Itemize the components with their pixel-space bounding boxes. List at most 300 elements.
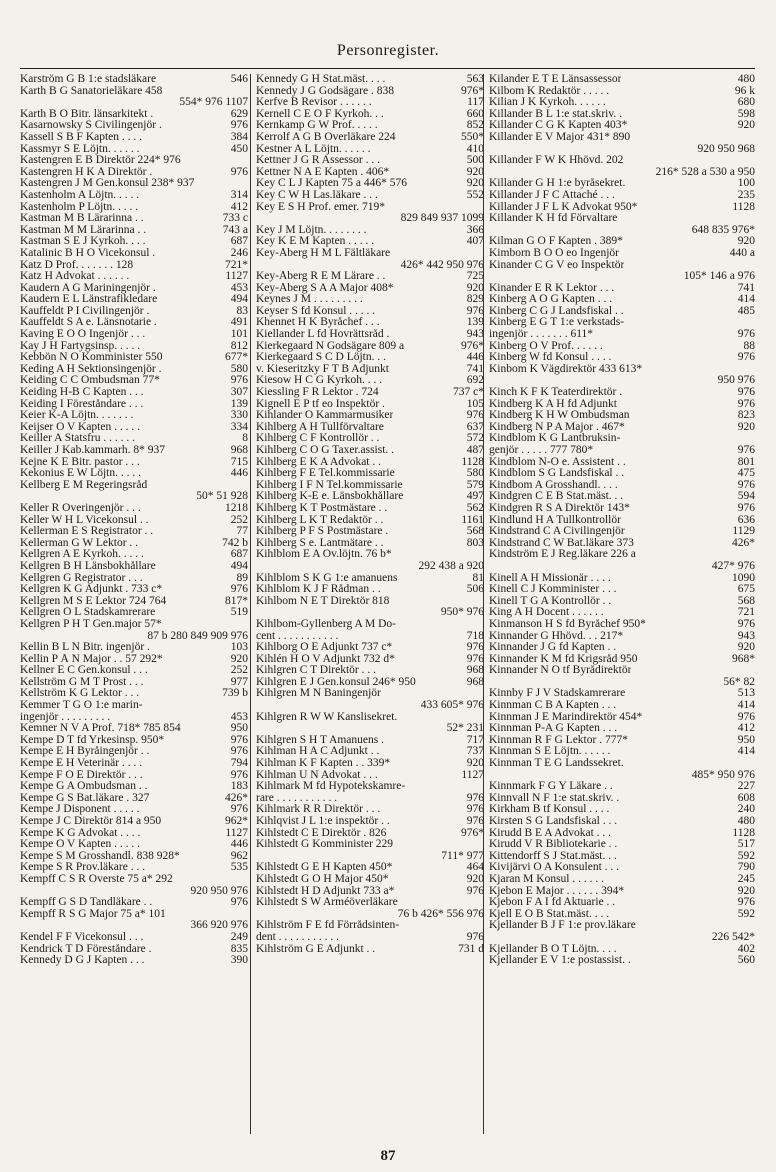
entry-continuation: 366 920 976: [190, 919, 248, 932]
entry-name: Key K E M Kapten . . . . .: [256, 236, 375, 248]
entry-name: Kinnman R F G Lektor . 777*: [489, 734, 628, 746]
index-entry: [489, 584, 755, 596]
entry-page-ref: 677*: [225, 351, 248, 364]
entry-page-ref: 307: [230, 386, 248, 399]
index-entry: [20, 213, 248, 225]
entry-page-ref: [244, 700, 248, 712]
entry-page-ref: 718: [466, 629, 484, 642]
entry-name: Kempff R S G Major 75 a* 101: [20, 908, 166, 920]
entry-name: Kihlberg S e. Lantmätare . .: [256, 537, 384, 549]
entry-name: Kihlgren M N Baningenjör: [256, 688, 381, 700]
entry-page-ref: 497: [466, 490, 484, 503]
entry-name: King A H Docent . . . . . .: [489, 607, 604, 619]
entry-name: Kihlgren C T Direktör . . .: [256, 665, 376, 677]
index-entry: [489, 329, 755, 341]
index-entry: [20, 167, 248, 179]
entry-name: Kaudern E L Länstrafikledare: [20, 294, 158, 306]
index-entry: [256, 422, 484, 434]
entry-page-ref: 976: [737, 710, 755, 723]
entry-page-ref: 968: [466, 675, 484, 688]
entry-page-ref: 976*: [461, 84, 484, 97]
index-entry: [489, 457, 755, 469]
index-entry: [256, 225, 484, 237]
index-entry: [489, 294, 755, 306]
index-entry: [489, 202, 755, 214]
entry-page-ref: 739 b: [222, 687, 248, 700]
entry-page-ref: 976: [230, 374, 248, 387]
entry-name: Kihlström G E Adjunkt . .: [256, 943, 376, 955]
index-entry: [256, 399, 484, 411]
entry-page-ref: 976: [737, 328, 755, 341]
entry-name: Kiellander L fd Hovrättsråd .: [256, 329, 390, 341]
index-entry: [489, 248, 755, 260]
entry-name: Kinnman P-A G Kapten . . .: [489, 723, 618, 735]
entry-name: v. Kieseritzky F T B Adjunkt: [256, 363, 389, 375]
entry-page-ref: 314: [230, 188, 248, 201]
entry-page-ref: 950: [230, 722, 248, 735]
index-entry: [256, 816, 484, 828]
index-entry: [256, 271, 484, 283]
entry-page-ref: [751, 155, 755, 167]
entry-name: Kirkham B tf Konsul . . . .: [489, 804, 610, 816]
entry-page-ref: 920: [737, 119, 755, 132]
entry-page-ref: [244, 155, 248, 167]
entry-page-ref: 560: [737, 954, 755, 967]
entry-name: Kihlman H A C Adjunkt . .: [256, 746, 380, 758]
entry-name: Kindstrand C A Civilingenjör: [489, 526, 625, 538]
entry-page-ref: 414: [737, 293, 755, 306]
index-entry: [489, 352, 755, 364]
index-entry: [20, 515, 248, 527]
entry-page-ref: 737: [466, 745, 484, 758]
index-entry: [256, 410, 484, 422]
index-entry: [20, 828, 248, 840]
entry-page-ref: [751, 213, 755, 225]
index-entry: [489, 74, 755, 86]
entry-page-ref: 976: [230, 768, 248, 781]
entry-name: Kellner E C Gen.konsul . . .: [20, 665, 148, 677]
entry-name: Kempff G S D Tandläkare . .: [20, 897, 153, 909]
index-column-1: [20, 74, 248, 1136]
index-entry: [489, 468, 755, 480]
entry-page-ref: 920: [737, 641, 755, 654]
entry-name: dent . . . . . . . . . . .: [256, 931, 340, 943]
entry-name: Kihlberg L K T Redaktör . .: [256, 514, 384, 526]
index-entry: [20, 851, 248, 863]
index-entry: [489, 619, 755, 631]
entry-name: Kilander E T E Länsassessor: [489, 74, 622, 85]
entry-continuation: 105* 146 a 976: [683, 270, 755, 283]
entry-page-ref: 446: [230, 838, 248, 851]
entry-name: Key C W H Las.läkare . . .: [256, 189, 378, 201]
index-entry: [20, 283, 248, 295]
index-entry: [20, 132, 248, 144]
entry-page-ref: 227: [737, 780, 755, 793]
entry-name: Kaving E O O Ingenjör . . .: [20, 329, 146, 341]
entry-name: Key-Åberg S A A Major 408*: [256, 282, 394, 294]
index-entry: [256, 178, 484, 190]
index-entry: [256, 364, 484, 376]
entry-page-ref: 976*: [461, 339, 484, 352]
index-entry: [256, 515, 484, 527]
index-entry: [20, 862, 248, 874]
entry-page-ref: 721*: [225, 258, 248, 271]
entry-page-ref: 414: [737, 745, 755, 758]
entry-name: Kindbom A Grosshandl. . . .: [489, 479, 618, 491]
entry-page-ref: 637: [466, 420, 484, 433]
index-entry: [256, 86, 484, 98]
entry-name: Kindblom N-O e. Assistent . .: [489, 456, 626, 468]
entry-name: Kihlmark M fd Hypotekskamre-: [256, 781, 406, 793]
entry-page-ref: [751, 132, 755, 144]
entry-name: Kjebon E Major . . . . . . 394*: [489, 885, 625, 897]
entry-page-ref: 491: [230, 316, 248, 329]
entry-page-ref: 96 k: [734, 84, 755, 97]
entry-name: Keynes J M . . . . . . . . .: [256, 294, 363, 306]
entry-name: Kendrick T D Föreståndare .: [20, 943, 152, 955]
index-entry: [489, 236, 755, 248]
entry-page-ref: 721: [737, 606, 755, 619]
index-entry: [20, 294, 248, 306]
entry-page-ref: 950: [737, 733, 755, 746]
entry-name: Kittendorff S J Stat.mäst. . .: [489, 850, 617, 862]
index-entry: [489, 712, 755, 724]
index-entry: [489, 387, 755, 399]
entry-name: Key C L J Kapten 75 a 446* 576: [256, 178, 407, 190]
index-entry: [256, 573, 484, 585]
entry-page-ref: 139: [230, 397, 248, 410]
index-entry: [489, 86, 755, 98]
index-entry: [489, 897, 755, 909]
index-entry: [489, 480, 755, 492]
entry-name: Kinander E R K Lektor . . .: [489, 282, 615, 294]
entry-name: Kempe S M Grosshandl. 838 928*: [20, 850, 180, 862]
entry-name: Kebbön N O Komminister 550: [20, 352, 163, 364]
entry-continuation: 711* 977: [441, 849, 484, 862]
index-entry: [489, 816, 755, 828]
entry-page-ref: 976: [737, 397, 755, 410]
entry-name: Kilbom K Redaktör . . . . .: [489, 85, 610, 97]
index-entry: [20, 654, 248, 666]
index-entry: [256, 944, 484, 956]
entry-continuation: 216* 528 a 530 a 950: [655, 165, 755, 178]
entry-name: Key E S H Prof. emer. 719*: [256, 201, 386, 213]
index-entry: [20, 260, 248, 272]
entry-page-ref: 1128: [732, 200, 755, 213]
index-entry: [20, 109, 248, 121]
entry-name: Kellberg E M Regeringsråd: [20, 479, 148, 491]
index-entry: [20, 596, 248, 608]
entry-continuation: 427* 976: [711, 559, 755, 572]
entry-page-ref: 440 a: [729, 246, 755, 259]
index-entry: [20, 202, 248, 214]
entry-page-ref: 976: [737, 896, 755, 909]
entry-name: Kempe J Disponent . . . . .: [20, 804, 140, 816]
entry-page-ref: 563: [466, 74, 484, 85]
entry-name: Kastengren H K A Direktör .: [20, 166, 153, 178]
entry-name: Kiesow H C G Kyrkoh. . . .: [256, 375, 383, 387]
entry-name: Keier K-A Löjtn. . . . . . .: [20, 410, 134, 422]
entry-page-ref: 976: [466, 930, 484, 943]
index-entry: [256, 387, 484, 399]
entry-page-ref: 519: [230, 606, 248, 619]
index-entry: [256, 538, 484, 550]
entry-page-ref: 579: [466, 478, 484, 491]
index-entry: [256, 236, 484, 248]
entry-name: Kinnvall N F 1:e stat.skriv. .: [489, 792, 620, 804]
entry-page-ref: 976: [466, 304, 484, 317]
entry-name: Kinnman J E Marindirektör 454*: [489, 711, 643, 723]
entry-page-ref: 976: [466, 652, 484, 665]
entry-name: Kihlberg K T Postmästare . .: [256, 502, 388, 514]
entry-name: Kierkegaard N Godsägare 809 a: [256, 340, 405, 352]
index-entry: [20, 155, 248, 167]
entry-page-ref: 464: [466, 861, 484, 874]
index-entry: [489, 804, 755, 816]
entry-name: Kay J H Fartygsinsp. . . . .: [20, 340, 141, 352]
entry-page-ref: 1090: [732, 571, 755, 584]
index-entry: [256, 862, 484, 874]
index-entry: [489, 665, 755, 677]
entry-page-ref: 235: [737, 188, 755, 201]
entry-page-ref: 426*: [225, 791, 248, 804]
index-entry: [20, 816, 248, 828]
entry-page-ref: 829: [466, 293, 484, 306]
entry-page-ref: 660: [466, 107, 484, 120]
entry-name: Kellgren K G Adjunkt . 733 c*: [20, 584, 163, 596]
entry-page-ref: 794: [230, 757, 248, 770]
entry-name: Kinbom K Vägdirektör 433 613*: [489, 363, 643, 375]
index-entry: [256, 352, 484, 364]
entry-page-ref: 790: [737, 861, 755, 874]
index-entry: [489, 642, 755, 654]
entry-name: Kinnman T E G Landssekret.: [489, 758, 624, 770]
index-entry: [20, 457, 248, 469]
entry-page-ref: 568: [466, 525, 484, 538]
index-entry: [20, 688, 248, 700]
entry-page-ref: 81: [472, 571, 484, 584]
entry-name: Kassmyr S E Löjtn. . . . . .: [20, 143, 140, 155]
column-divider: [250, 74, 251, 1134]
entry-name: Kihlbom-Gyllenberg A M Do-: [256, 618, 397, 630]
index-entry: [256, 167, 484, 179]
entry-continuation: 829 849 937 1099: [400, 212, 484, 225]
entry-continuation: 485* 950 976: [691, 768, 755, 781]
index-entry: [489, 178, 755, 190]
entry-name: Kempe F O E Direktör . . .: [20, 769, 143, 781]
entry-continuation: 426* 442 950 976: [400, 258, 484, 271]
index-entry: [256, 144, 484, 156]
index-entry: [256, 155, 484, 167]
entry-name: ingenjör . . . . . . . 611*: [489, 329, 594, 341]
entry-page-ref: 480: [737, 74, 755, 85]
entry-name: Kastenholm P Löjtn. . . . .: [20, 201, 139, 213]
entry-page-ref: 402: [737, 942, 755, 955]
entry-page-ref: 920: [466, 177, 484, 190]
entry-name: Kemner N V A Prof. 718* 785 854: [20, 723, 181, 735]
index-entry: [20, 352, 248, 364]
entry-page-ref: 414: [737, 699, 755, 712]
entry-name: Kempe O V Kapten . . . . .: [20, 839, 140, 851]
index-entry: [20, 387, 248, 399]
index-entry: [489, 828, 755, 840]
index-entry: [256, 897, 484, 909]
entry-name: Kihlberg A H Tullförvaltare: [256, 421, 384, 433]
entry-name: Killander F W K Hhövd. 202: [489, 155, 624, 167]
entry-page-ref: 572: [466, 432, 484, 445]
entry-page-ref: 412: [737, 722, 755, 735]
index-entry: [20, 665, 248, 677]
entry-name: Keiding C C Ombudsman 77*: [20, 375, 160, 387]
entry-name: Kindgren R S A Direktör 143*: [489, 502, 630, 514]
entry-name: Kirudd B E A Advokat . . .: [489, 827, 612, 839]
entry-name: Kekonius E W Löjtn. . . . .: [20, 468, 141, 480]
entry-continuation: 226 542*: [711, 930, 755, 943]
entry-page-ref: 1218: [225, 501, 248, 514]
page-title: Personregister.: [336, 42, 440, 59]
index-entry: [256, 932, 484, 944]
entry-page-ref: 453: [230, 281, 248, 294]
index-entry: [489, 190, 755, 202]
entry-name: Kempe D T fd Yrkesinsp. 950*: [20, 734, 165, 746]
index-entry: [256, 433, 484, 445]
entry-page-ref: 731 d: [458, 942, 484, 955]
index-entry: [489, 909, 755, 921]
index-entry: [20, 225, 248, 237]
index-entry: [489, 874, 755, 886]
entry-continuation: 56* 82: [723, 675, 755, 688]
entry-page-ref: 715: [230, 455, 248, 468]
index-entry: [489, 491, 755, 503]
index-entry: [489, 746, 755, 758]
entry-name: Kihlberg I F N Tel.kommissarie: [256, 479, 403, 491]
entry-name: Kiessling F R Lektor . 724: [256, 387, 379, 399]
entry-name: Keller R Överingenjör . . .: [20, 502, 141, 514]
entry-name: Kjebon F A I fd Aktuarie . .: [489, 897, 616, 909]
entry-page-ref: 976: [230, 745, 248, 758]
index-entry: [20, 445, 248, 457]
entry-name: Keyser S fd Konsul . . . . .: [256, 305, 376, 317]
index-entry: [256, 804, 484, 816]
entry-page-ref: 968*: [732, 652, 755, 665]
index-entry: [20, 74, 248, 86]
index-entry: [20, 561, 248, 573]
entry-name: Kernkamp G W Prof. . . . .: [256, 120, 378, 132]
entry-page-ref: 240: [737, 803, 755, 816]
index-columns: [20, 74, 755, 1136]
entry-name: Kihlberg P F S Postmästare .: [256, 526, 389, 538]
index-entry: [256, 74, 484, 86]
index-entry: [256, 770, 484, 782]
entry-page-ref: 446: [230, 467, 248, 480]
entry-name: Kierkegaard S C D Löjtn. . .: [256, 352, 386, 364]
entry-page-ref: 594: [737, 490, 755, 503]
index-entry: [489, 132, 755, 144]
index-entry: [489, 306, 755, 318]
entry-page-ref: 598: [737, 107, 755, 120]
index-entry: [489, 433, 755, 445]
index-entry: [256, 746, 484, 758]
entry-page-ref: 976: [466, 803, 484, 816]
entry-name: Kempe E H Veterinär . . . .: [20, 758, 143, 770]
entry-continuation: 950* 976: [440, 606, 484, 619]
entry-name: Killander B L 1:e stat.skriv. .: [489, 108, 622, 120]
index-entry: [256, 457, 484, 469]
entry-name: Katz H Advokat . . . . . .: [20, 271, 130, 283]
entry-name: Kjellander B J F 1:e prov.läkare: [489, 920, 636, 932]
index-entry: [20, 897, 248, 909]
entry-page-ref: 487: [466, 444, 484, 456]
entry-name: Kihlstedt H D Adjunkt 733 a*: [256, 885, 395, 897]
entry-name: Kindström E J Reg.läkare 226 a: [489, 549, 636, 561]
entry-page-ref: 480: [737, 815, 755, 827]
index-entry: [256, 781, 484, 793]
entry-page-ref: 803: [466, 536, 484, 549]
index-entry: [20, 144, 248, 156]
entry-name: Kimborn B O Ö eo Ingenjör: [489, 247, 619, 259]
entry-page-ref: 968: [230, 444, 248, 456]
index-entry: [20, 526, 248, 538]
entry-page-ref: 426*: [732, 536, 755, 549]
index-entry: [256, 248, 484, 260]
entry-continuation: 292 438 a 920: [418, 559, 484, 572]
index-entry: [20, 410, 248, 422]
entry-page-ref: 976: [230, 119, 248, 132]
index-entry: [256, 677, 484, 689]
entry-page-ref: [751, 758, 755, 770]
index-entry: [256, 132, 484, 144]
entry-name: Keiller J Kab.kammarh. 8* 937: [20, 445, 165, 456]
entry-page-ref: 550*: [461, 130, 484, 143]
entry-page-ref: 407: [466, 235, 484, 248]
entry-name: Kihlman U N Advokat . . .: [256, 769, 378, 781]
entry-page-ref: 101: [230, 328, 248, 341]
entry-page-ref: 453: [230, 710, 248, 723]
entry-name: Kihlberg K-E e. Länsbokhållare: [256, 491, 404, 503]
entry-page-ref: 920: [466, 165, 484, 178]
index-entry: [489, 341, 755, 353]
entry-page-ref: 801: [737, 455, 755, 468]
entry-name: Kastman M M Lärarinna . .: [20, 224, 147, 236]
entry-page-ref: 117: [467, 96, 484, 109]
entry-name: Khennet H K Byråchef . . .: [256, 317, 380, 329]
index-entry: [256, 793, 484, 805]
entry-name: Kempe E H Byråingenjör . .: [20, 746, 150, 758]
entry-name: Kihlstedt G E H Kapten 450*: [256, 862, 393, 874]
entry-name: Kastengren E B Direktör 224* 976: [20, 155, 181, 167]
entry-name: Kindberg N P A Major . 467*: [489, 421, 625, 433]
entry-page-ref: 1127: [461, 768, 484, 781]
index-entry: [256, 283, 484, 295]
entry-page-ref: 823: [737, 409, 755, 422]
entry-name: Kinberg W fd Konsul . . . .: [489, 352, 612, 364]
entry-name: Kindgren C E B Stat.mäst. . .: [489, 491, 624, 503]
entry-page-ref: 103: [230, 641, 248, 654]
entry-name: Katz D Prof. . . . . . . 128: [20, 259, 134, 271]
entry-name: Kinberg C G J Landsfiskal . .: [489, 305, 624, 317]
entry-name: Kinell C J Komminister . . .: [489, 584, 617, 596]
index-entry: [20, 735, 248, 747]
index-entry: [256, 758, 484, 770]
entry-page-ref: 976: [230, 583, 248, 596]
entry-name: Karth B O Bitr. länsarkitekt .: [20, 108, 154, 120]
entry-page-ref: 920: [230, 652, 248, 665]
entry-name: Kihlmark R R Direktör . . .: [256, 804, 381, 816]
entry-name: rare . . . . . . . . . . .: [256, 792, 338, 804]
index-entry: [256, 665, 484, 677]
index-entry: [256, 109, 484, 121]
entry-page-ref: 976: [737, 351, 755, 364]
